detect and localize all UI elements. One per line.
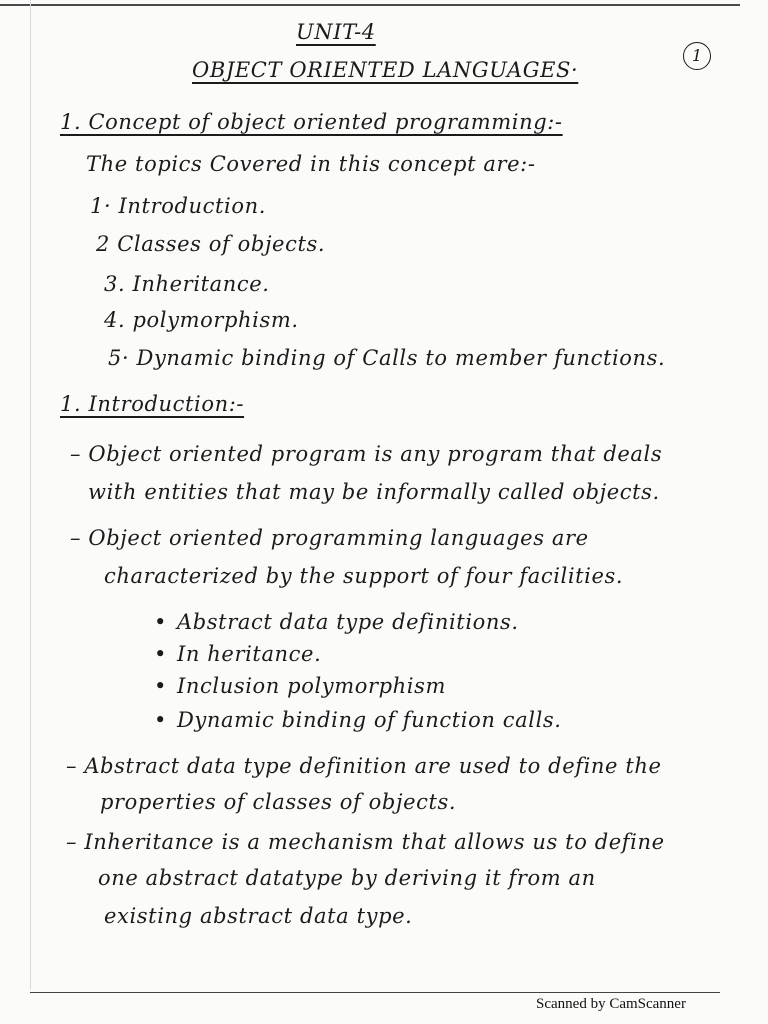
facility-text: In heritance.: [177, 642, 322, 666]
page-number: 1: [683, 42, 711, 70]
introduction-heading: [60, 392, 244, 416]
paragraph-line: – Object oriented programming languages are: [70, 526, 589, 550]
bullet-dot-icon: •: [154, 708, 167, 732]
unit-heading: UNIT-4: [296, 20, 376, 44]
paragraph-line: – Inheritance is a mechanism that allows us to define: [66, 830, 665, 854]
facility-text: Abstract data type definitions.: [177, 610, 519, 634]
bottom-edge-line: [30, 992, 720, 993]
bullet-dot-icon: •: [154, 610, 167, 634]
topic-item: 2 Classes of objects.: [96, 232, 326, 256]
topic-item: 3. Inheritance.: [104, 272, 270, 296]
topic-item: 1· Introduction.: [90, 194, 266, 218]
facility-text: Inclusion polymorphism: [177, 674, 446, 698]
paragraph-line: – Object oriented program is any program that deals: [70, 442, 663, 466]
section-heading: [60, 110, 563, 134]
introduction-heading-text: 1. Introduction:-: [60, 392, 245, 416]
facility-bullet-item: [154, 610, 519, 634]
paragraph-line: – Abstract data type definition are used to define the: [66, 754, 662, 778]
bullet-dot-icon: •: [154, 642, 167, 666]
page-title: OBJECT ORIENTED LANGUAGES·: [192, 58, 579, 82]
topic-item: 5· Dynamic binding of Calls to member functions.: [108, 346, 666, 370]
topic-item: 4. polymorphism.: [104, 308, 299, 332]
facility-text: Dynamic binding of function calls.: [177, 708, 562, 732]
topics-intro: The topics Covered in this concept are:-: [86, 152, 536, 176]
top-edge-line: [0, 4, 740, 6]
paragraph-line: existing abstract data type.: [104, 904, 413, 928]
paragraph-line: one abstract datatype by deriving it from an: [98, 866, 596, 890]
paragraph-line: with entities that may be informally called objects.: [88, 480, 660, 504]
margin-line: [30, 0, 31, 990]
bullet-dot-icon: •: [154, 674, 167, 698]
facility-bullet-item: [154, 708, 562, 732]
paragraph-line: properties of classes of objects.: [100, 790, 457, 814]
section-heading-text: 1. Concept of object oriented programming:-: [60, 110, 563, 134]
facility-bullet-item: [154, 642, 321, 666]
scanner-watermark: Scanned by CamScanner: [536, 996, 686, 1012]
facility-bullet-item: [154, 674, 446, 698]
paragraph-line: characterized by the support of four facilities.: [104, 564, 624, 588]
